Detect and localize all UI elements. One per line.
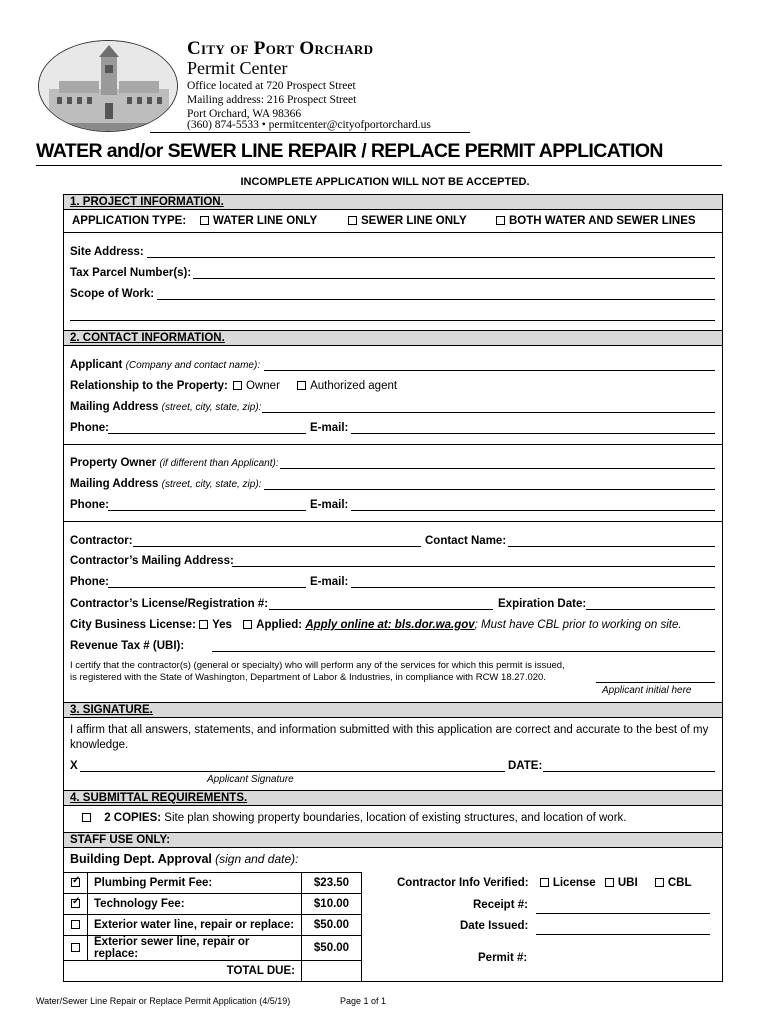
- property-owner-label: Property Owner (if different than Applicant):: [70, 457, 279, 469]
- fee-amount: $50.00: [302, 915, 362, 936]
- expiration-field[interactable]: [586, 609, 715, 610]
- contractor-email-label: E-mail:: [310, 576, 349, 588]
- license-label: Contractor’s License/Registration #:: [70, 598, 269, 610]
- fee-checkbox-sewer[interactable]: [71, 943, 80, 952]
- signature-field[interactable]: [80, 771, 505, 772]
- section-1-header: 1. PROJECT INFORMATION.: [63, 194, 723, 210]
- copies-requirement: 2 COPIES: Site plan showing property boundaries, location of existing structures, and location of work.: [82, 812, 626, 824]
- cbl-applied-checkbox[interactable]: [243, 620, 252, 629]
- owner-divider: [63, 521, 723, 522]
- phone-field[interactable]: [108, 433, 306, 434]
- date-issued-label: Date Issued:: [460, 920, 529, 932]
- fee-amount: $50.00: [302, 936, 362, 961]
- verified-cbl-checkbox[interactable]: [655, 878, 664, 887]
- section-3-header: 3. SIGNATURE.: [63, 702, 723, 718]
- mailing-field[interactable]: [262, 412, 715, 413]
- owner-phone-label: Phone:: [70, 499, 109, 511]
- owner-email-field[interactable]: [351, 510, 715, 511]
- copies-checkbox[interactable]: [82, 813, 91, 822]
- cbl-row: City Business License: Yes Applied: Apply online at: bls.dor.wa.gov; Must have CBL prior to working on site.: [70, 619, 682, 631]
- receipt-field[interactable]: [536, 913, 710, 914]
- form-title: WATER and/or SEWER LINE REPAIR / REPLACE PERMIT APPLICATION: [36, 140, 663, 162]
- applicant-divider: [63, 444, 723, 445]
- contractor-phone-label: Phone:: [70, 576, 109, 588]
- verified-license-checkbox[interactable]: [540, 878, 549, 887]
- fee-checkbox-plumbing[interactable]: [71, 878, 80, 887]
- contact-info: (360) 874-5533 • permitcenter@cityofportorchard.us: [187, 119, 431, 131]
- ubi-label: Revenue Tax # (UBI):: [70, 640, 185, 652]
- office-address: Office located at 720 Prospect Street: [187, 80, 356, 92]
- option-both[interactable]: BOTH WATER AND SEWER LINES: [496, 215, 696, 227]
- city-hall-logo: [38, 40, 178, 132]
- fee-label: Technology Fee:: [88, 894, 302, 915]
- date-label: DATE:: [508, 760, 543, 772]
- fee-table: [63, 872, 362, 982]
- contractor-label: Contractor:: [70, 535, 133, 547]
- date-issued-field[interactable]: [536, 934, 710, 935]
- fee-row: [64, 894, 362, 915]
- tax-parcel-field[interactable]: [193, 278, 715, 279]
- bls-link[interactable]: Apply online at: bls.dor.wa.gov: [305, 619, 475, 631]
- fee-checkbox-technology[interactable]: [71, 899, 80, 908]
- city-name: City of Port Orchard: [187, 38, 374, 59]
- building-illustration: [39, 41, 178, 132]
- contractor-verified-row: Contractor Info Verified: License UBI CBL: [397, 877, 692, 889]
- option-sewer-only[interactable]: SEWER LINE ONLY: [348, 215, 467, 227]
- owner-mailing-label: Mailing Address (street, city, state, zip):: [70, 478, 262, 490]
- water-only-checkbox[interactable]: [200, 216, 209, 225]
- fee-amount: $10.00: [302, 894, 362, 915]
- phone-label: Phone:: [70, 422, 109, 434]
- signature-caption: Applicant Signature: [207, 774, 294, 785]
- application-type-label: APPLICATION TYPE:: [72, 215, 187, 227]
- license-field[interactable]: [269, 609, 493, 610]
- total-due-label: TOTAL DUE:: [88, 961, 302, 982]
- receipt-label: Receipt #:: [473, 899, 528, 911]
- property-owner-field[interactable]: [280, 468, 715, 469]
- expiration-label: Expiration Date:: [498, 598, 587, 610]
- owner-mailing-field[interactable]: [264, 489, 715, 490]
- authorized-agent-checkbox[interactable]: [297, 381, 306, 390]
- title-rule: [36, 165, 722, 166]
- certify-line-1: I certify that the contractor(s) (general or specialty) who will perform any of the services for which this permit is issued,: [70, 660, 565, 671]
- mailing-label: Mailing Address (street, city, state, zip):: [70, 401, 262, 413]
- contractor-phone-field[interactable]: [108, 587, 306, 588]
- scope-of-work-field-2[interactable]: [70, 320, 715, 321]
- building-approval-label: Building Dept. Approval (sign and date):: [70, 852, 299, 866]
- ubi-field[interactable]: [212, 651, 715, 652]
- verified-ubi-checkbox[interactable]: [605, 878, 614, 887]
- fee-checkbox-water[interactable]: [71, 920, 80, 929]
- both-checkbox[interactable]: [496, 216, 505, 225]
- tax-parcel-label: Tax Parcel Number(s):: [70, 267, 192, 279]
- fee-label: Plumbing Permit Fee:: [88, 873, 302, 894]
- contractor-field[interactable]: [133, 546, 421, 547]
- signature-x: X: [70, 760, 78, 772]
- app-type-divider: [63, 232, 723, 233]
- contact-name-label: Contact Name:: [425, 535, 507, 547]
- date-field[interactable]: [543, 771, 715, 772]
- certify-line-2: is registered with the State of Washington, Department of Labor & Industries, in compliance with RCW 18.27.020.: [70, 672, 546, 683]
- total-row: [64, 961, 362, 982]
- fee-row: [64, 936, 362, 961]
- scope-of-work-field[interactable]: [157, 299, 715, 300]
- staff-use-header: STAFF USE ONLY:: [63, 832, 723, 848]
- option-water-only[interactable]: WATER LINE ONLY: [200, 215, 317, 227]
- sewer-only-checkbox[interactable]: [348, 216, 357, 225]
- relationship-row: Relationship to the Property: Owner Authorized agent: [70, 380, 398, 392]
- fee-label: Exterior sewer line, repair or replace:: [88, 936, 302, 961]
- section-2-header: 2. CONTACT INFORMATION.: [63, 330, 723, 346]
- site-address-label: Site Address:: [70, 246, 144, 258]
- contractor-mailing-label: Contractor’s Mailing Address:: [70, 555, 234, 567]
- email-label: E-mail:: [310, 422, 349, 434]
- owner-checkbox[interactable]: [233, 381, 242, 390]
- incomplete-notice: INCOMPLETE APPLICATION WILL NOT BE ACCEPTED.: [240, 176, 530, 188]
- fee-row: [64, 915, 362, 936]
- applicant-field[interactable]: [264, 370, 715, 371]
- owner-phone-field[interactable]: [108, 510, 306, 511]
- fee-row: [64, 873, 362, 894]
- applicant-label: Applicant (Company and contact name):: [70, 359, 261, 371]
- contractor-email-field[interactable]: [351, 587, 715, 588]
- applicant-initial-field[interactable]: [596, 682, 715, 683]
- applicant-initial-label: Applicant initial here: [602, 685, 692, 696]
- footer-form-name: Water/Sewer Line Repair or Replace Permit Application (4/5/19): [36, 996, 291, 1006]
- header-rule: [150, 132, 470, 133]
- site-address-field[interactable]: [147, 257, 715, 258]
- cbl-yes-checkbox[interactable]: [199, 620, 208, 629]
- fee-amount: $23.50: [302, 873, 362, 894]
- affirm-line-2: knowledge.: [70, 739, 129, 751]
- scope-of-work-label: Scope of Work:: [70, 288, 155, 300]
- permit-number-label: Permit #:: [478, 952, 528, 964]
- mailing-address: Mailing address: 216 Prospect Street: [187, 94, 357, 106]
- contractor-mailing-field[interactable]: [232, 566, 715, 567]
- footer-page-number: Page 1 of 1: [340, 996, 387, 1006]
- fee-label: Exterior water line, repair or replace:: [88, 915, 302, 936]
- email-field[interactable]: [351, 433, 715, 434]
- section-4-header: 4. SUBMITTAL REQUIREMENTS.: [63, 790, 723, 806]
- owner-email-label: E-mail:: [310, 499, 349, 511]
- city-state-zip: Port Orchard, WA 98366: [187, 108, 302, 120]
- total-due-field[interactable]: [302, 961, 362, 982]
- affirm-line-1: I affirm that all answers, statements, and information submitted with this application are correct and accurate to the best of my: [70, 724, 709, 736]
- permit-center-name: Permit Center: [187, 58, 288, 78]
- contact-name-field[interactable]: [508, 546, 715, 547]
